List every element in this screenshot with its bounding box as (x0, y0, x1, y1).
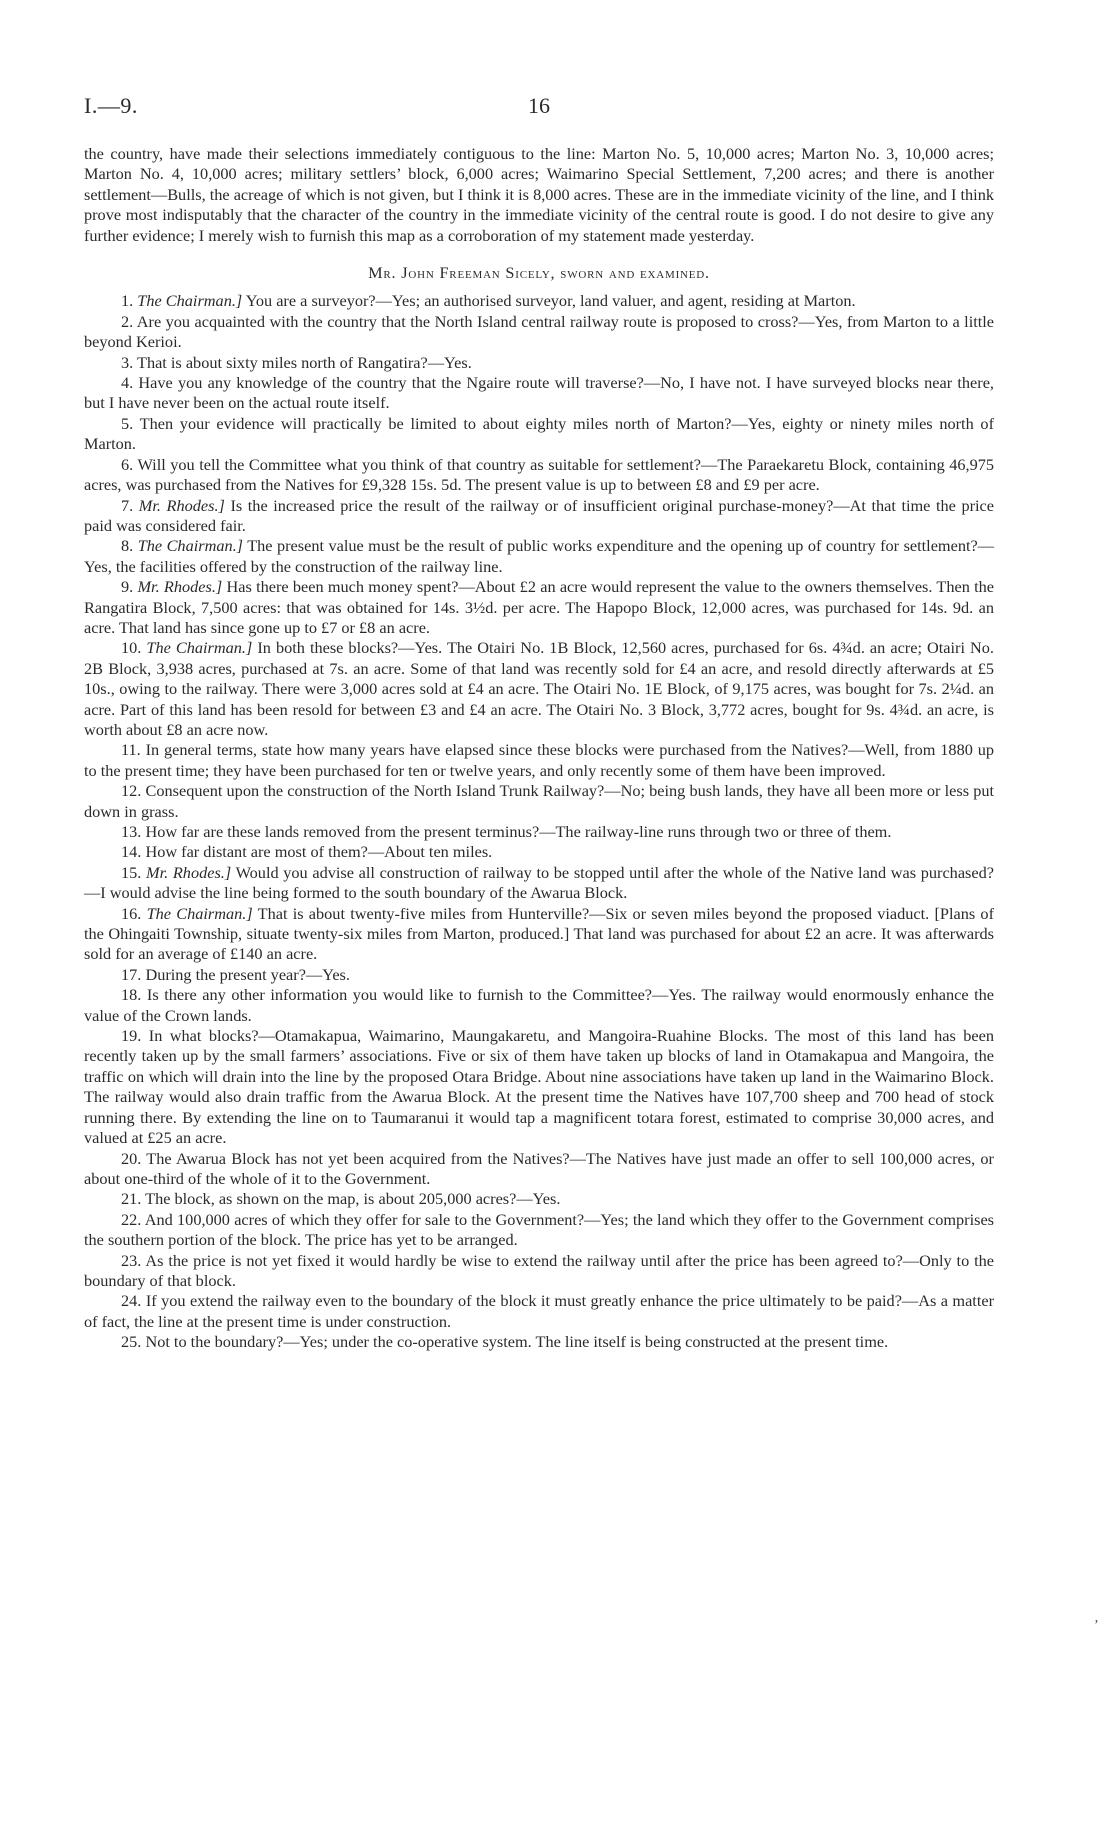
question-text: During the present year?—Yes. (145, 964, 350, 984)
question-number: 20. (121, 1148, 142, 1168)
document-reference: I.—9. (84, 93, 138, 118)
question-number: 12. (121, 781, 142, 801)
speaker-label: The Chairman.] (146, 903, 253, 923)
question-5 (84, 414, 994, 455)
question-number: 4. (121, 373, 134, 393)
question-number: 17. (121, 964, 142, 984)
question-number: 18. (121, 985, 142, 1005)
question-text: In what blocks?—Otamakapua, Waimarino, Maungakaretu, and Mangoira-Ruahine Blocks. The most of this land has been recently taken up by the small farmers’ associations. Five or six of them have taken up blocks of land in Otamakapua and Mangoira, the traffic on which will drain into the line by the proposed Otara Bridge. About nine associations have taken up land in the Waimarino Block. The railway would also drain traffic from the Awarua Block. At the present time the Natives have 107,700 sheep and 700 head of stock running there. By extending the line on to Taumaranui it would tap a magnificent totara forest, estimated to comprise 30,000 acres, and valued at £25 an acre. (84, 1026, 994, 1148)
page-header (84, 93, 994, 119)
speaker-label: Mr. Rhodes.] (146, 862, 232, 882)
question-number: 9. (121, 577, 134, 597)
question-text: Has there been much money spent?—About £2 an acre would represent the value to the owners themselves. Then the Rangatira Block, 7,500 acres: that was obtained for 14s. 3½d. per acre. The Hapopo Block, 12,000 acres, was purchased for 14s. 9d. an acre. That land has since gone up to £7 or £8 an acre. (84, 577, 995, 637)
question-19 (84, 1026, 994, 1148)
question-text: And 100,000 acres of which they offer for sale to the Government?—Yes; the land which they offer to the Government comprises the southern portion of the block. The price has yet to be arranged. (84, 1209, 995, 1250)
speaker-label: Mr. Rhodes.] (137, 577, 223, 597)
question-number: 16. (121, 903, 142, 923)
question-text: Then your evidence will practically be limited to about eighty miles north of Marton?—Yes, eighty or ninety miles north of Marton. (84, 413, 994, 454)
question-number: 1. (121, 291, 134, 311)
question-22 (84, 1210, 994, 1251)
question-text: That is about twenty-five miles from Hunterville?—Six or seven miles beyond the proposed viaduct. [Plans of the Ohingaiti Township, situate twenty-six miles from Marton, produced.] That land was purchased for about £2 an acre. It was afterwards sold for an average of £140 an acre. (84, 903, 994, 964)
question-20 (84, 1149, 994, 1190)
question-24 (84, 1291, 994, 1332)
question-number: 5. (121, 413, 134, 433)
question-number: 22. (121, 1209, 142, 1229)
question-text: How far are these lands removed from the present terminus?—The railway-line runs through two or three of them. (145, 822, 892, 841)
question-3 (84, 353, 994, 373)
question-18 (84, 985, 994, 1026)
question-number: 11. (121, 740, 141, 760)
question-text: Have you any knowledge of the country that the Ngaire route will traverse?—No, I have not. I have surveyed blocks near there, but I have never been on the actual route itself. (84, 373, 994, 413)
question-1 (84, 291, 994, 311)
question-14 (84, 842, 994, 862)
speaker-label: The Chairman.] (137, 291, 243, 311)
question-text: Is the increased price the result of the railway or of insufficient original purchase-money?—At that time the price paid was considered fair. (84, 495, 994, 535)
question-number: 25. (121, 1332, 142, 1352)
question-number: 6. (121, 454, 134, 474)
question-text: The block, as shown on the map, is about 205,000 acres?—Yes. (145, 1189, 561, 1209)
question-text: Are you acquainted with the country that the North Island central railway route is proposed to cross?—Yes, from Marton to a little beyond Kerioi. (84, 311, 995, 352)
witness-heading: Mr. John Freeman Sicely, sworn and examined. (368, 263, 710, 283)
question-25 (84, 1332, 994, 1352)
question-text: If you extend the railway even to the boundary of the block it must greatly enhance the price ultimately to be paid?—As a matter of fact, the line at the present time is under construction. (84, 1291, 994, 1331)
speaker-label: Mr. Rhodes.] (138, 495, 225, 515)
question-16 (84, 904, 994, 965)
question-number: 3. (121, 352, 134, 372)
question-13 (84, 822, 994, 842)
opening-paragraph: the country, have made their selections immediately contiguous to the line: Marton No. 5, 10,000 acres; Marton No. 3, 10,000 acres; Marton No. 4, 10,000 acres; military settlers’ block, 6,000 acres; Waimarino Special Settlement, 7,200 acres; and there is another settlement—Bulls, the acreage of which is not given, but I think it is 8,000 acres. These are in the immediate vicinity of the line, and I think prove most indisputably that the character of the country in the immediate vicinity of the central route is good. I do not desire to give any further evidence; I merely wish to furnish this map as a corroboration of my statement made yesterday. (84, 144, 994, 245)
question-text: Not to the boundary?—Yes; under the co-operative system. The line itself is being constructed at the present time. (145, 1332, 889, 1352)
question-4 (84, 373, 994, 414)
margin-mark: ’ (1094, 1618, 1099, 1633)
body-text (84, 144, 994, 1353)
question-number: 7. (121, 495, 134, 515)
question-text: As the price is not yet fixed it would hardly be wise to extend the railway until after the price has been agreed to?—Only to the boundary of that block. (84, 1250, 995, 1290)
question-number: 19. (121, 1026, 142, 1046)
question-number: 2. (121, 311, 134, 331)
question-text: The present value must be the result of public works expenditure and the opening up of country for settlement?—Yes, the facilities offered by the construction of the railway line. (84, 536, 994, 576)
question-number: 23. (121, 1250, 142, 1270)
page-number: 16 (528, 93, 550, 118)
question-text: Will you tell the Committee what you think of that country as suitable for settlement?—The Paraekaretu Block, containing 46,975 acres, was purchased from the Natives for £9,328 15s. 5d. The present value is up to between £8 and £9 per acre. (84, 454, 994, 495)
question-9 (84, 577, 994, 638)
question-17 (84, 965, 994, 985)
question-number: 15. (121, 862, 142, 882)
question-6 (84, 455, 994, 496)
speaker-label: The Chairman.] (146, 638, 253, 658)
question-10 (84, 638, 994, 740)
question-text: Would you advise all construction of railway to be stopped until after the whole of the Native land was purchased?—I would advise the line being formed to the south boundary of the Awarua Block. (84, 862, 994, 903)
question-number: 13. (121, 822, 142, 841)
question-text: Consequent upon the construction of the North Island Trunk Railway?—No; being bush lands, they have all been more or less put down in grass. (84, 781, 994, 821)
question-number: 8. (121, 536, 134, 556)
speaker-label: The Chairman.] (137, 536, 244, 556)
question-text: You are a surveyor?—Yes; an authorised surveyor, land valuer, and agent, residing at Marton. (245, 291, 856, 311)
question-number: 10. (121, 638, 142, 658)
question-12 (84, 781, 994, 822)
question-7 (84, 496, 994, 537)
question-11 (84, 740, 994, 781)
question-text: Is there any other information you would like to furnish to the Committee?—Yes. The railway would enormously enhance the value of the Crown lands. (84, 985, 994, 1025)
question-text: In general terms, state how many years have elapsed since these blocks were purchased from the Natives?—Well, from 1880 up to the present time; they have been purchased for ten or twelve years, and only recently some of them have been improved. (84, 740, 994, 780)
question-number: 24. (121, 1291, 142, 1311)
question-number: 14. (121, 842, 142, 862)
question-text: That is about sixty miles north of Rangatira?—Yes. (137, 352, 472, 372)
question-21 (84, 1189, 994, 1209)
question-text: The Awarua Block has not yet been acquired from the Natives?—The Natives have just made an offer to sell 100,000 acres, or about one-third of the whole of it to the Government. (84, 1148, 994, 1188)
question-15 (84, 863, 994, 904)
question-23 (84, 1251, 994, 1292)
question-2 (84, 312, 994, 353)
question-text: In both these blocks?—Yes. The Otairi No. 1B Block, 12,560 acres, purchased for 6s. 4¾d. an acre; Otairi No. 2B Block, 3,938 acres, purchased at 7s. an acre. Some of that land was recently sold for £4 an acre, and resold directly afterwards at £5 10s., owing to the railway. There were 3,000 acres sold at £4 an acre. The Otairi No. 1E Block, of 9,175 acres, was bought for 7s. 2¼d. an acre. Part of this land has been resold for between £3 and £4 an acre. The Otairi No. 3 Block, 3,772 acres, bought for 9s. 4¾d. an acre, is worth about £8 an acre now. (84, 638, 994, 739)
question-number: 21. (121, 1189, 142, 1209)
question-8 (84, 536, 994, 577)
question-text: How far distant are most of them?—About ten miles. (145, 842, 493, 862)
